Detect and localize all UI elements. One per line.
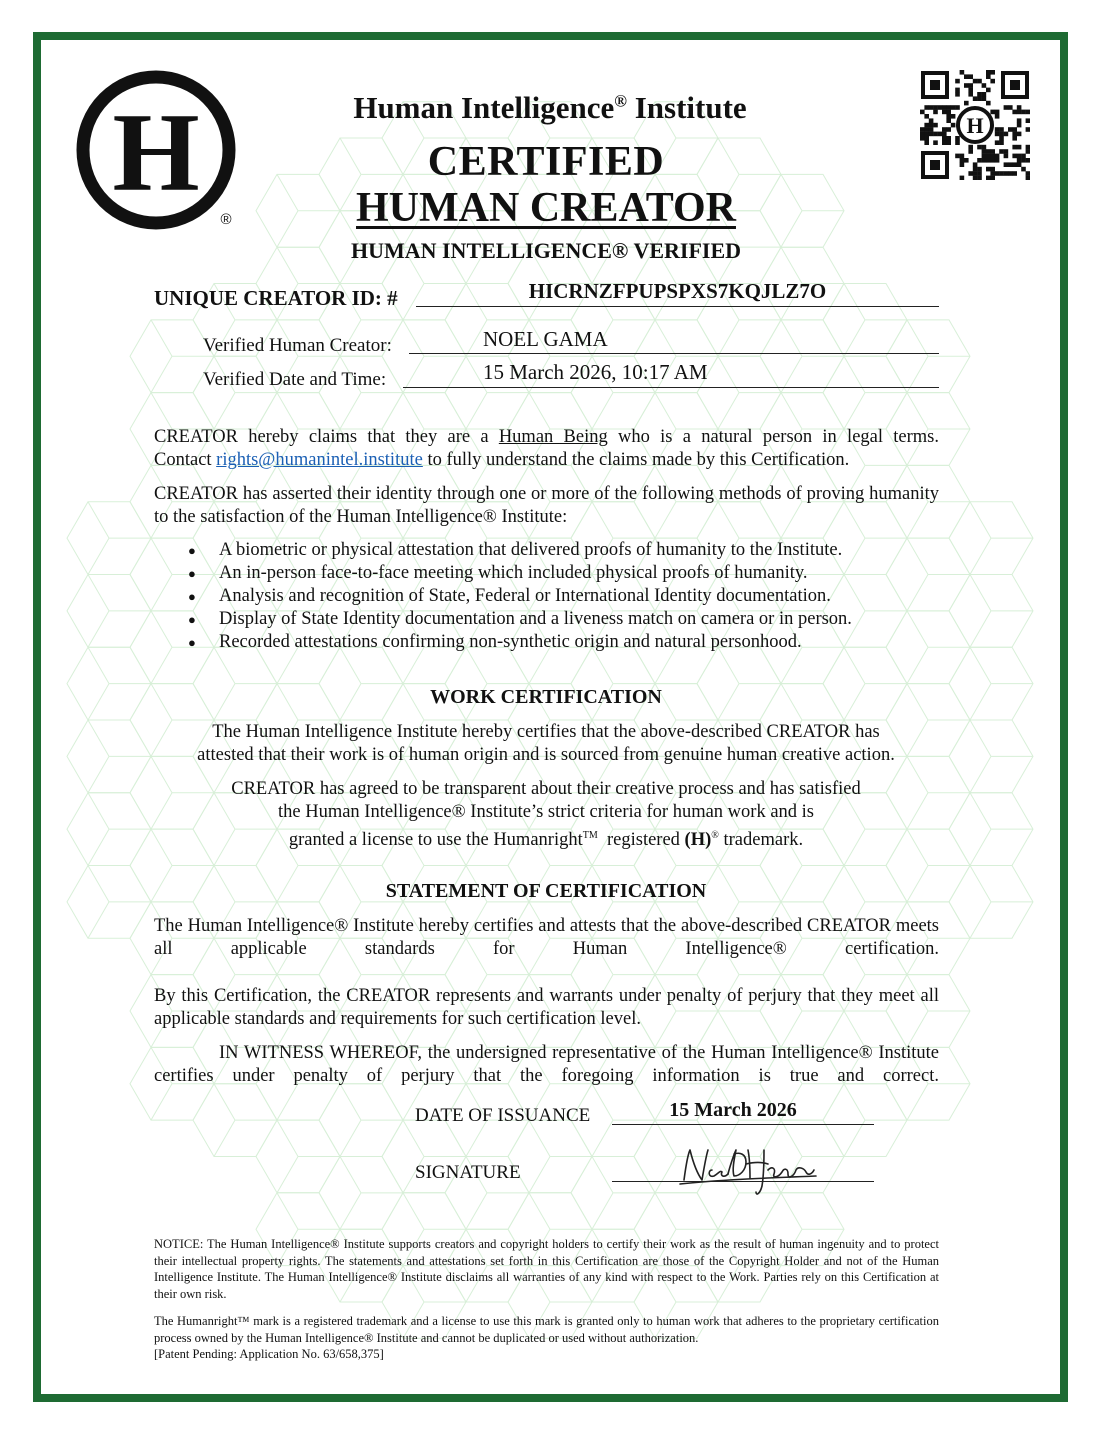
svg-text:®: ® (220, 211, 232, 228)
creator-name-value: NOEL GAMA (483, 327, 608, 351)
proof-methods-list (154, 539, 939, 654)
certificate-title: CERTIFIED (427, 139, 665, 185)
notice-paragraph: NOTICE: The Human Intelligence® Institute supports creators and copyright holders to certify their work as the result of human ingenuity and to protect their intellectual property rights. The statements and attestations set forth in this Certification are those of the Copyright Holder and not of the Human Intelligence Institute. The Human Intelligence® Institute disclaims all warranties of any kind with respect to the Work. Parties rely on this Certification at their own risk. (154, 1237, 939, 1301)
creator-id-value: HICRNZFPUPSPXS7KQJLZ7O (528, 279, 827, 303)
patent-pending-text: [Patent Pending: Application No. 63/658,375] (154, 1347, 384, 1361)
work-paragraph-1: The Human Intelligence Institute hereby certifies that the above-described CREATOR has attested that their work is of human origin and is sourced from genuine human creative action. (197, 722, 895, 765)
work-certification-heading: WORK CERTIFICATION (430, 686, 662, 708)
issuance-date-label: DATE OF ISSUANCE (415, 1105, 591, 1126)
statement-heading: STATEMENT OF CERTIFICATION (385, 880, 707, 902)
h-trademark: (H) (684, 830, 712, 851)
verified-datetime-value: 15 March 2026, 10:17 AM (483, 360, 708, 384)
handwritten-signature-icon (676, 1140, 821, 1200)
creator-id-underline (416, 306, 939, 307)
institute-name: Human Intelligence® Institute (353, 90, 747, 125)
issuance-date-underline (612, 1124, 874, 1125)
creator-name-label: Verified Human Creator: (203, 335, 392, 356)
trademark-notice: The Humanright™ mark is a registered trademark and a license to use this mark is granted only to human work that adheres to the proprietary certification process owned by the Human Intelligence® Institute and cannot be duplicated or used without authorization. [Patent Pending: Application No. 63/658,375] (154, 1314, 939, 1361)
verified-datetime-label: Verified Date and Time: (203, 369, 387, 390)
list-item: ● An in-person face-to-face meeting which included physical proofs of humanity. (154, 562, 939, 585)
claims-paragraph: CREATOR hereby claims that they are a Human Being who is a natural person in legal terms. Contact rights@humanintel.institute to fully understand the claims made by this Certification. (154, 427, 939, 470)
list-item: ● Recorded attestations confirming non-synthetic origin and natural personhood. (154, 631, 939, 654)
list-item: ● Analysis and recognition of State, Federal or International Identity documentation. (154, 585, 939, 608)
creator-name-underline (409, 353, 939, 354)
statement-paragraph-1: The Human Intelligence® Institute hereby certifies and attests that the above-described CREATOR meets all applicable standards for Human Intelligence® certification. (154, 916, 939, 959)
certificate-subtitle: HUMAN CREATOR (356, 185, 736, 231)
list-item: ● A biometric or physical attestation that delivered proofs of humanity to the Institute. (154, 539, 939, 562)
verified-heading: HUMAN INTELLIGENCE® VERIFIED (350, 238, 742, 263)
signature-label: SIGNATURE (415, 1162, 521, 1183)
witness-paragraph: IN WITNESS WHEREOF, the undersigned representative of the Human Intelligence® Institute certifies under penalty of perjury that the foregoing information is true and correct. (154, 1043, 939, 1086)
work-paragraph-2: CREATOR has agreed to be transparent about their creative process and has satisfied the Human Intelligence® Institute’s strict criteria for human work and is granted a license to use the Humanright™ registered (H)® trademark. (231, 779, 861, 851)
list-item: ● Display of State Identity documentation and a liveness match on camera or in person. (154, 608, 939, 631)
verified-datetime-underline (403, 387, 939, 388)
svg-text:H: H (112, 91, 200, 215)
issuance-date-value: 15 March 2026 (669, 1099, 797, 1121)
identity-paragraph: CREATOR has asserted their identity through one or more of the following methods of proving humanity to the satisfaction of the Human Intelligence® Institute: (154, 484, 939, 527)
rights-email-link[interactable]: rights@humanintel.institute (216, 450, 423, 470)
creator-id-label: UNIQUE CREATOR ID: # (154, 286, 398, 310)
statement-paragraph-2: By this Certification, the CREATOR represents and warrants under penalty of perjury that they meet all applicable standards and requirements for such certification level. (154, 986, 939, 1029)
svg-text:H: H (966, 113, 984, 138)
human-being-term: Human Being (498, 427, 608, 447)
